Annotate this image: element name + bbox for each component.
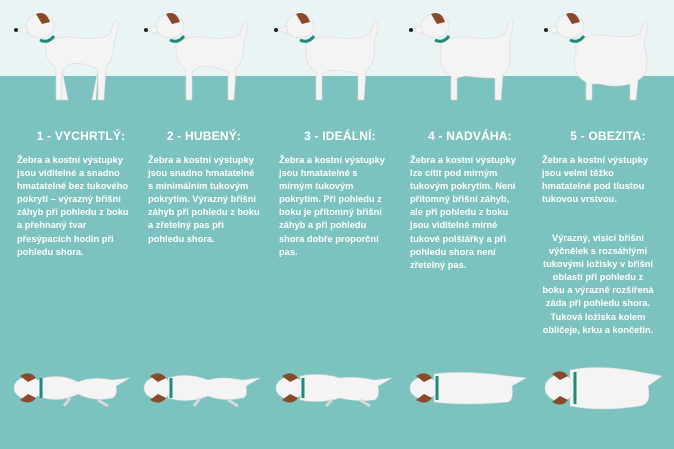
description-3: Žebra a kostní výstupky jsou hmatatelné s mírným tukovým pokrytím. Při pohledu z boku je přítomný břišní záhyb a při pohledu shora dobře proporční pas. (279, 155, 385, 257)
description-4: Žebra a kostní výstupky lze cítit pod mírným tukovým pokrytím. Není přítomný břišní záhyb, ale při pohledu z boku jsou viditelné mírné tukové polštářky a při pohledu shora není zřetelný pas. (410, 155, 516, 270)
description-1: Žebra a kostní výstupky jsou viditelné a snadno hmatatelné bez tukového pokrytí – výrazný břišní záhyb při pohledu z boku a přehnaný tvar přesýpacích hodin při pohledu shora. (17, 155, 129, 257)
dog-top-view-3 (270, 362, 394, 412)
title-5: 5 - OBEZITA: (570, 129, 646, 143)
title-1: 1 - VYCHRTLÝ: (36, 129, 126, 143)
dog-side-view-5 (540, 4, 660, 104)
dog-top-view-2 (138, 362, 262, 412)
description-5-continued: Výrazný, visící břišní výčnělek s rozsáhlými tukovými ložisky v břišní oblasti při pohledu z boku a výrazně rozšířená záda při pohledu shora. Tuková ložiska kolem obličeje, krku a končetin. (542, 233, 654, 335)
description-5: Žebra a kostní výstupky jsou velmi těžko hmatatelné pod tlustou tukovou vrstvou. (542, 155, 648, 205)
title-4: 4 - NADVÁHA: (428, 129, 512, 143)
dog-side-view-1 (10, 4, 130, 104)
dog-side-view-4 (405, 4, 525, 104)
dog-side-view-2 (140, 4, 260, 104)
title-3: 3 - IDEÁLNÍ: (304, 129, 376, 143)
dog-top-view-5 (540, 362, 664, 412)
title-2: 2 - HUBENÝ: (166, 129, 242, 143)
dog-top-view-4 (404, 362, 528, 412)
dog-top-view-1 (8, 362, 132, 412)
description-2: Žebra a kostní výstupky jsou snadno hmatatelné s minimálním tukovým pokrytím. Výrazný břišní záhyb při pohledu z boku a zřetelný pas při pohledu shora. (148, 155, 260, 244)
dog-side-view-3 (270, 4, 390, 104)
